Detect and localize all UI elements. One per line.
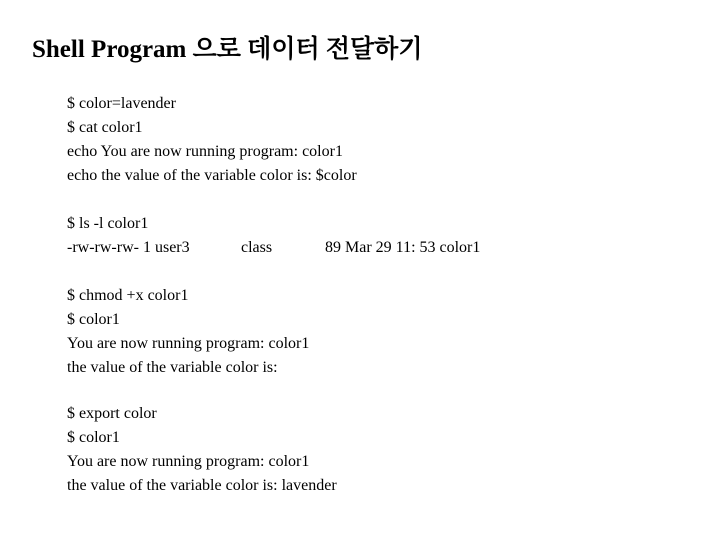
ls-perms-user: -rw-rw-rw- 1 user3 — [67, 239, 190, 256]
block4-line-3: You are now running program: color1 — [67, 453, 310, 470]
ls-size-date-name: 89 Mar 29 11: 53 color1 — [325, 239, 481, 256]
block4-line-1: $ export color — [67, 405, 157, 422]
ls-group: class — [241, 239, 273, 256]
slide-title: Shell Program 으로 데이터 전달하기 — [32, 36, 423, 63]
block3-line-1: $ chmod +x color1 — [67, 287, 189, 304]
block3-line-3: You are now running program: color1 — [67, 335, 310, 352]
block2-command: $ ls -l color1 — [67, 215, 149, 232]
block4-line-2: $ color1 — [67, 429, 120, 446]
block1-line-3: echo You are now running program: color1 — [67, 143, 343, 160]
block1-line-4: echo the value of the variable color is: $color — [67, 167, 357, 184]
block1-line-1: $ color=lavender — [67, 95, 176, 112]
block4-line-4: the value of the variable color is: lavender — [67, 477, 337, 494]
block3-line-2: $ color1 — [67, 311, 120, 328]
block3-line-4: the value of the variable color is: — [67, 359, 278, 376]
block1-line-2: $ cat color1 — [67, 119, 143, 136]
